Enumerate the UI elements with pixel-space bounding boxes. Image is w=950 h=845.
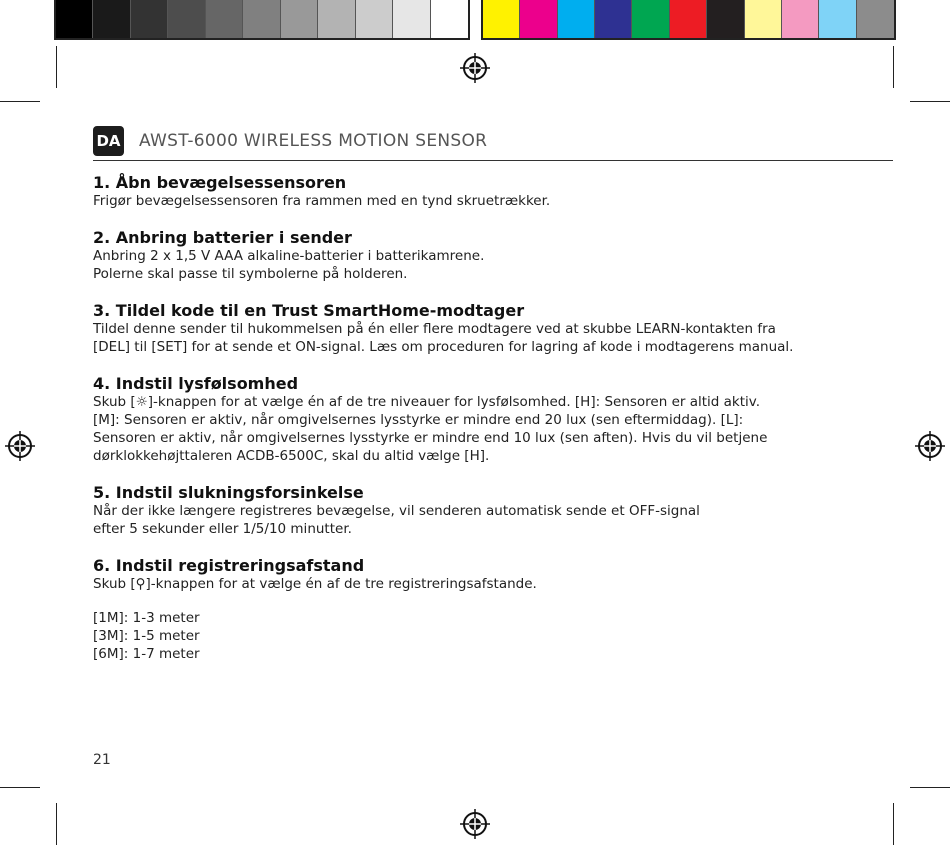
section-text: Frigør bevægelsessensoren fra rammen med en tynd skruetrækker. [93, 193, 551, 209]
section-heading: 2. Anbring batterier i sender [93, 228, 352, 247]
section-text: Når der ikke længere registreres bevægelse, vil senderen automatisk sende et OFF-signal [93, 503, 700, 519]
crop-mark [893, 46, 894, 88]
calibration-swatch [243, 0, 280, 38]
section-text: Skub [☼]-knappen for at vælge én af de tre niveauer for lysfølsomhed. [H]: Sensoren er altid aktiv. [93, 394, 761, 410]
calibration-swatch [782, 0, 819, 38]
grayscale-calibration-strip [54, 0, 470, 40]
document-title: AWST-6000 WIRELESS MOTION SENSOR [139, 131, 488, 151]
range-option: [6M]: 1-7 meter [93, 646, 200, 662]
range-option: [3M]: 1-5 meter [93, 628, 200, 644]
section-text: Anbring 2 x 1,5 V AAA alkaline-batterier i batterikamrene. [93, 248, 485, 264]
calibration-swatch [632, 0, 669, 38]
crop-mark [0, 787, 40, 788]
crop-mark [893, 803, 894, 845]
crop-mark [0, 101, 40, 102]
section-text: Tildel denne sender til hukommelsen på én eller flere modtagere ved at skubbe LEARN-kontakten fra [93, 321, 776, 337]
calibration-swatch [318, 0, 355, 38]
registration-mark-icon [460, 53, 490, 83]
calibration-swatch [356, 0, 393, 38]
calibration-swatch [93, 0, 130, 38]
crop-mark [910, 787, 950, 788]
crop-mark [56, 46, 57, 88]
calibration-swatch [56, 0, 93, 38]
language-badge: DA [93, 126, 124, 156]
manual-content [93, 174, 883, 682]
section-batteries [93, 229, 883, 283]
section-heading: 6. Indstil registreringsafstand [93, 556, 365, 575]
calibration-swatch [819, 0, 856, 38]
calibration-swatch [393, 0, 430, 38]
section-assign-code [93, 302, 883, 356]
page-number: 21 [93, 752, 111, 768]
calibration-swatch [520, 0, 557, 38]
section-light-sensitivity [93, 375, 883, 465]
section-text: [M]: Sensoren er aktiv, når omgivelsernes lysstyrke er mindre end 20 lux (sen eftermiddag). [L]: [93, 412, 744, 428]
color-calibration-strip [481, 0, 896, 40]
registration-mark-icon [460, 809, 490, 839]
calibration-swatch [431, 0, 468, 38]
calibration-swatch [206, 0, 243, 38]
registration-mark-icon [5, 431, 35, 461]
calibration-swatch [281, 0, 318, 38]
header-divider [93, 160, 893, 161]
crop-mark [56, 803, 57, 845]
calibration-swatch [131, 0, 168, 38]
calibration-swatch [595, 0, 632, 38]
section-text: efter 5 sekunder eller 1/5/10 minutter. [93, 521, 352, 537]
section-text: Sensoren er aktiv, når omgivelsernes lysstyrke er mindre end 10 lux (sen aften). Hvis du vil betjene [93, 430, 768, 446]
crop-mark [910, 101, 950, 102]
section-heading: 5. Indstil slukningsforsinkelse [93, 483, 364, 502]
registration-mark-icon [915, 431, 945, 461]
calibration-swatch [670, 0, 707, 38]
section-text: dørklokkehøjttaleren ACDB-6500C, skal du altid vælge [H]. [93, 448, 490, 464]
section-open-sensor [93, 174, 883, 210]
section-off-delay [93, 484, 883, 538]
section-heading: 3. Tildel kode til en Trust SmartHome-modtager [93, 301, 525, 320]
section-heading: 4. Indstil lysfølsomhed [93, 374, 299, 393]
calibration-swatch [745, 0, 782, 38]
section-text: Skub [⚲]-knappen for at vælge én af de tre registreringsafstande. [93, 576, 537, 592]
section-heading: 1. Åbn bevægelsessensoren [93, 173, 347, 192]
range-option: [1M]: 1-3 meter [93, 610, 200, 626]
calibration-swatch [707, 0, 744, 38]
calibration-swatch [483, 0, 520, 38]
section-text: Polerne skal passe til symbolerne på holderen. [93, 266, 408, 282]
calibration-swatch [558, 0, 595, 38]
calibration-swatch [857, 0, 894, 38]
section-detection-range [93, 557, 883, 663]
section-text: [DEL] til [SET] for at sende et ON-signal. Læs om proceduren for lagring af kode i modtagerens manual. [93, 339, 794, 355]
calibration-swatch [168, 0, 205, 38]
